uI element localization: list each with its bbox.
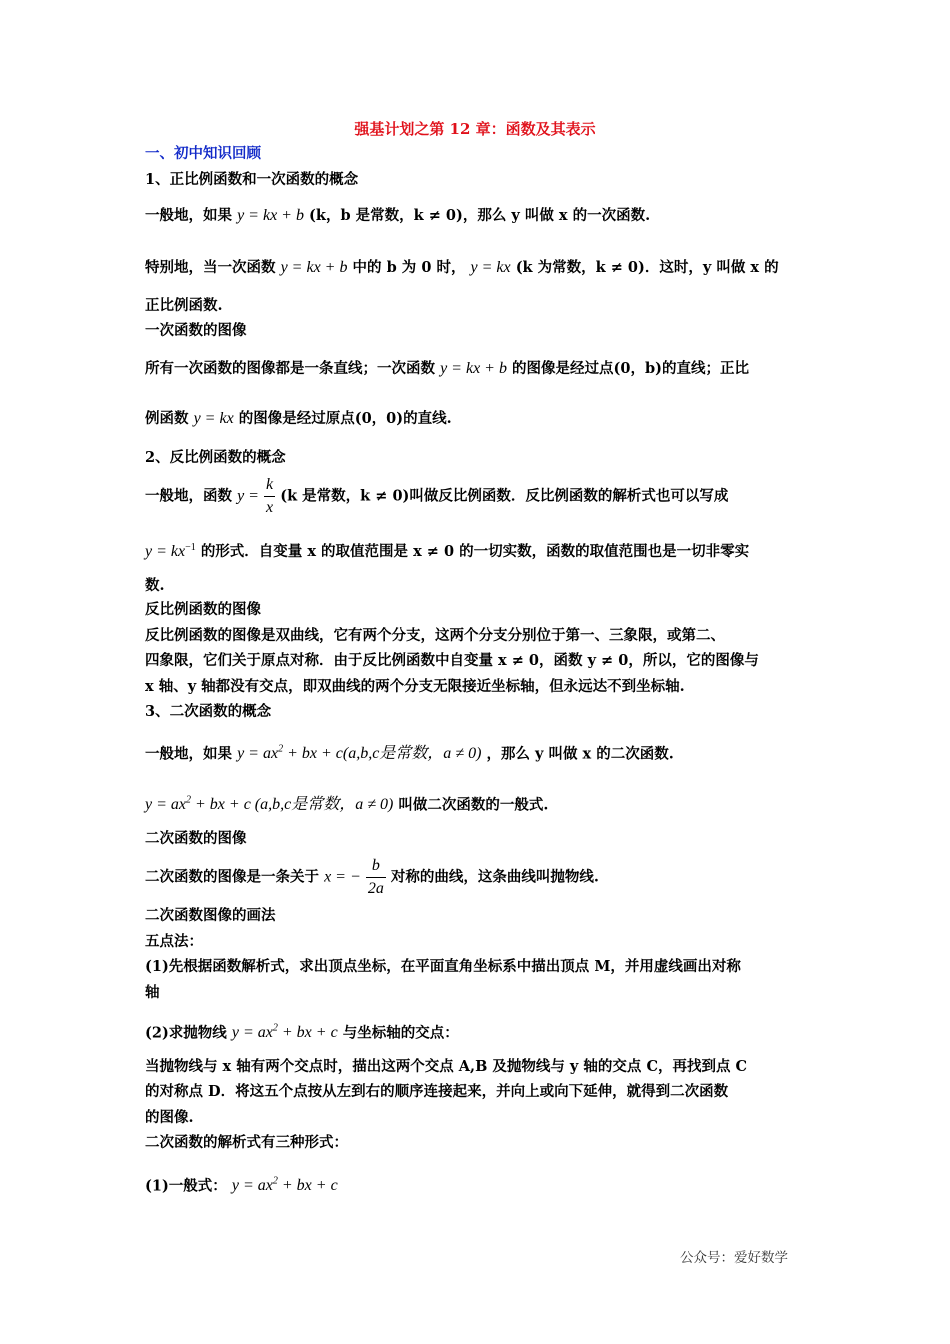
paragraph-line: 的图像. <box>145 1109 194 1126</box>
text: ，那么 y 叫做 x 的二次函数. <box>486 745 674 763</box>
paragraph-line <box>145 538 749 562</box>
formula <box>145 796 393 813</box>
subheading: 反比例函数的图像 <box>145 601 261 618</box>
exponent: 2 <box>272 1023 278 1034</box>
text: (k 是常数，k ≠ 0)叫做反比例函数．反比例函数的解析式也可以写成 <box>280 487 729 505</box>
text: 一般地，函数 <box>145 487 232 505</box>
paragraph-line: 轴 <box>145 984 160 1001</box>
formula-part: y = ax <box>237 745 279 763</box>
formula: x = − <box>324 868 361 886</box>
formula-part: y = ax <box>145 796 186 814</box>
formula: y = <box>237 487 259 505</box>
page-title: 强基计划之第 12 章：函数及其表示 <box>354 120 596 138</box>
text: 一般地，如果 <box>145 745 232 763</box>
paragraph-linear-def <box>145 206 650 226</box>
text: 的图像是经过点(0，b)的直线；正比 <box>512 360 749 377</box>
formula-part: + bx + c <box>277 1177 338 1195</box>
subheading-linear: 1、正比例函数和一次函数的概念 <box>145 171 359 188</box>
formula <box>232 1024 338 1041</box>
subheading-quadratic: 3、二次函数的概念 <box>145 703 272 720</box>
subheading: 二次函数图像的画法 <box>145 907 276 924</box>
footer-text: 公众号：爱好数学 <box>680 1250 788 1266</box>
text: 所有一次函数的图像都是一条直线；一次函数 <box>145 360 435 377</box>
paragraph-line: 的对称点 D．将这五个点按从左到右的顺序连接起来，并向上或向下延伸，就得到二次函数 <box>145 1083 729 1100</box>
fraction <box>264 474 275 519</box>
exponent: 2 <box>186 795 191 806</box>
numerator: b <box>366 855 386 878</box>
paragraph-quadratic-def <box>145 740 674 764</box>
exponent: 2 <box>278 744 284 755</box>
text: 的图像是经过原点(0，0)的直线. <box>238 410 452 427</box>
formula-part: y = ax <box>231 1177 273 1195</box>
exponent: 2 <box>272 1176 278 1187</box>
text: 对称的曲线，这条曲线叫抛物线. <box>390 868 599 886</box>
formula: y = kx + b <box>237 207 304 224</box>
formula <box>232 1177 338 1194</box>
subheading-inverse: 2、反比例函数的概念 <box>145 449 286 466</box>
paragraph-general-form <box>145 791 548 815</box>
formula-part: y = ax <box>231 1024 273 1042</box>
formula-part: + bx + c(a,b,c是常数，a ≠ 0) <box>283 745 482 763</box>
text: 一般地，如果 <box>145 207 232 224</box>
denominator: 2a <box>367 880 384 897</box>
paragraph-line: 当抛物线与 x 轴有两个交点时，描出这两个交点 A,B 及抛物线与 y 轴的交点 C，再找到点 C <box>145 1058 748 1075</box>
text: 中的 b 为 0 时， <box>352 259 466 276</box>
text: 与坐标轴的交点： <box>342 1024 459 1042</box>
paragraph-line: x 轴、y 轴都没有交点，即双曲线的两个分支无限接近坐标轴，但永远达不到坐标轴. <box>145 678 685 695</box>
exponent: −1 <box>185 542 196 553</box>
text: 特别地，当一次函数 <box>145 259 276 276</box>
paragraph-general-form-2 <box>145 1172 338 1196</box>
subheading: 五点法： <box>145 933 203 950</box>
formula-part: + bx + c <box>277 1024 338 1042</box>
formula <box>237 745 481 762</box>
paragraph-line: 正比例函数. <box>145 297 223 314</box>
denominator: x <box>266 499 274 516</box>
formula: y = kx + b <box>280 259 348 276</box>
text: 的形式．自变量 x 的取值范围是 x ≠ 0 的一切实数，函数的取值范围也是一切非零实 <box>200 542 750 560</box>
numerator: k <box>264 474 275 497</box>
formula-part: + bx + c (a,b,c是常数，a ≠ 0) <box>191 796 394 814</box>
formula: y = kx + b <box>440 360 507 377</box>
text: 叫做二次函数的一般式. <box>398 796 549 814</box>
text: 二次函数的图像是一条关于 <box>145 868 319 886</box>
subheading: 二次函数的图像 <box>145 830 247 847</box>
subheading: 一次函数的图像 <box>145 322 247 339</box>
paragraph-inverse-def <box>145 474 728 519</box>
text: (2)求抛物线 <box>145 1024 227 1042</box>
paragraph-line <box>145 409 452 429</box>
paragraph-line: 反比例函数的图像是双曲线，它有两个分支，这两个分支分别位于第一、三象限，或第二、 <box>145 627 725 644</box>
text: 例函数 <box>145 410 189 427</box>
text: (1)一般式： <box>145 1177 227 1195</box>
paragraph-line: 四象限，它们关于原点对称．由于反比例函数中自变量 x ≠ 0，函数 y ≠ 0，所以，它的图像与 <box>145 652 759 669</box>
paragraph-axis <box>145 855 599 900</box>
paragraph-line: 数. <box>145 577 165 594</box>
formula: y = kx <box>145 542 186 560</box>
paragraph-linear-graph <box>145 359 749 379</box>
paragraph-line: (1)先根据函数解析式，求出顶点坐标，在平面直角坐标系中描出顶点 M，并用虚线画出对称 <box>145 958 741 975</box>
section-heading: 一、初中知识回顾 <box>145 145 261 162</box>
text: (k，b 是常数，k ≠ 0)，那么 y 叫做 x 的一次函数. <box>309 207 651 224</box>
formula: y = kx <box>193 410 234 427</box>
paragraph-proportional <box>145 258 779 278</box>
subheading: 二次函数的解析式有三种形式： <box>145 1134 348 1151</box>
paragraph-intersections <box>145 1019 459 1043</box>
fraction <box>366 855 386 900</box>
formula: y = kx <box>470 259 511 276</box>
text: (k 为常数，k ≠ 0)．这时，y 叫做 x 的 <box>515 259 779 276</box>
